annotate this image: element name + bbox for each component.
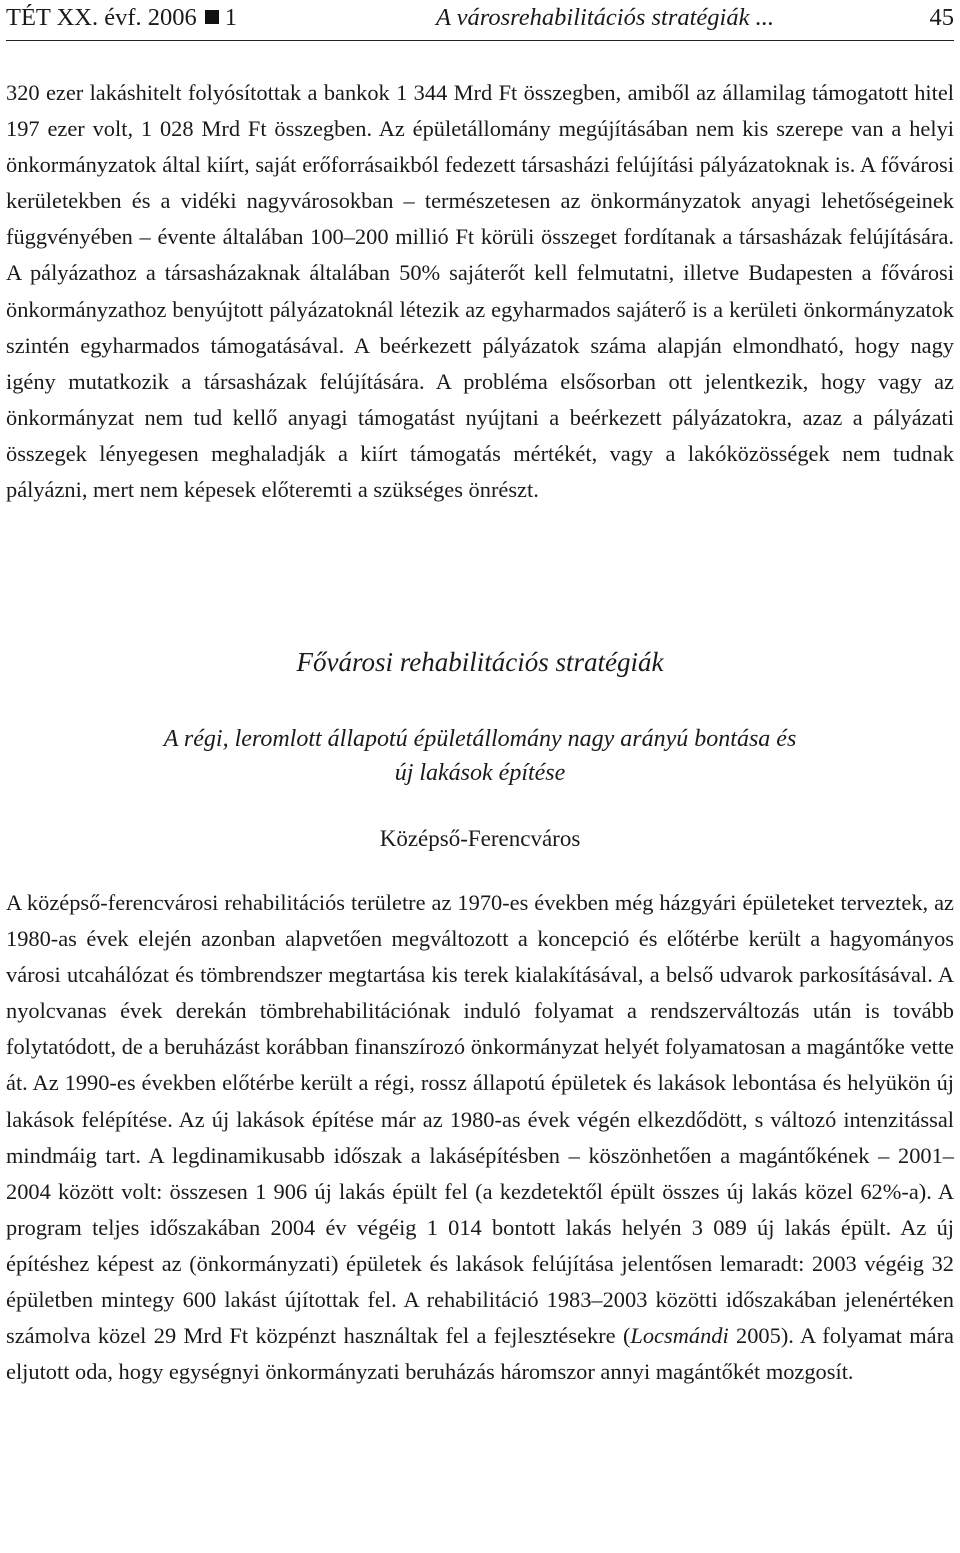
paragraph-2-text: A középső-ferencvárosi rehabilitációs területre az 1970-es években még házgyári épületeket terveztek, az 1980-as évek elején azonban alapvetően megváltozott a koncepció és előtérbe került a hagyományos városi utcahálózat és tömbrendszer megtartása kis terek kialakításával, a belső udvarok parkosításával. A nyolcvanas évek derekán tömbrehabilitációnak induló folyamat a rendszerváltozás után is tovább folytatódott, de a beruházást korábban finanszírozó önkormányzat helyét folyamatosan a magántőke vette át. Az 1990-es években előtérbe került a régi, rossz állapotú épületek és lakások lebontása és helyükön új lakások felépítése. Az új lakások építése már az 1980-as évek végén elkezdődött, s változó intenzitással mindmáig tart. A legdinamikusabb időszak a lakásépítésben – köszönhetően a magántőkének – 2001–2004 között volt: összesen 1 906 új lakás épült fel (a kezdetektől épült összes új lakás közel 62%-a). A program teljes időszakában 2004 év végéig 1 014 bontott lakás helyén 3 089 új lakás épült. Az új építéshez képest az (önkormányzati) épületek és lakások felújítása jelentősen lemaradt: 2003 végéig 32 épületben mintegy 600 lakást újítottak fel. A rehabilitáció 1983–2003 közötti időszakában jelenértéken számolva közel 29 Mrd Ft közpénzt használtak fel a fejlesztésekre (	[6, 890, 954, 1349]
square-bullet-icon	[205, 10, 219, 24]
subsection-title-line-2: új lakások építése	[394, 760, 566, 786]
issue-number: 1	[224, 4, 237, 31]
subsection-title	[0, 722, 960, 790]
running-header	[6, 0, 954, 41]
section-title: Fővárosi rehabilitációs stratégiák	[296, 647, 664, 677]
body-paragraph-1: 320 ezer lakáshitelt folyósítottak a bankok 1 344 Mrd Ft összegben, amiből az államilag támogatott hitel 197 ezer volt, 1 028 Mrd Ft összegben. Az épületállomány megújításában nem kis szerepe van a helyi önkormányzatok által kiírt, saját erőforrásaikból fedezett társasházi felújítási pályázatoknak is. A fővárosi kerületekben és a vidéki nagyvárosokban – természetesen az önkormányzatok anyagi lehetőségeinek függvényében – évente általában 100–200 millió Ft körüli összeget fordítanak a társasházak felújítására. A pályázathoz a társasházaknak általában 50% sajáterőt kell felmutatni, illetve Budapesten a fővárosi önkormányzathoz benyújtott pályázatoknál létezik az egyharmados sajáterő is a kerületi önkormányzatok szintén egyharmados támogatásával. A beérkezett pályázatok száma alapján elmondható, hogy nagy igény mutatkozik a társasházak felújítására. A probléma elsősorban ott jelentkezik, hogy vagy az önkormányzat nem tud kellő anyagi támogatást nyújtani a beérkezett pályázatokra, azaz a pályázati összegek lényegesen meghaladják a kiírt támogatás mértékét, vagy a lakóközösségek nem tudnak pályázni, mert nem képesek előteremti a szükséges önrészt.	[6, 80, 954, 503]
journal-name: TÉT XX. évf. 2006	[6, 4, 197, 31]
body-paragraph-2	[6, 885, 954, 1390]
location-heading: Középső-Ferencváros	[379, 826, 581, 851]
subsection-title-line-1: A régi, leromlott állapotú épületállomány nagy arányú bontása és	[163, 726, 797, 752]
running-article-title: A városrehabilitációs stratégiák ...	[436, 4, 774, 31]
page-number: 45	[929, 4, 954, 31]
citation-author: Locsmándi	[630, 1323, 729, 1349]
journal-info	[6, 0, 237, 36]
paragraph-2-text-end: 2005). A folyamat mára eljutott oda, hogy egységnyi önkormányzati beruházás háromszor annyi magántőkét mozgosít.	[6, 1323, 954, 1385]
